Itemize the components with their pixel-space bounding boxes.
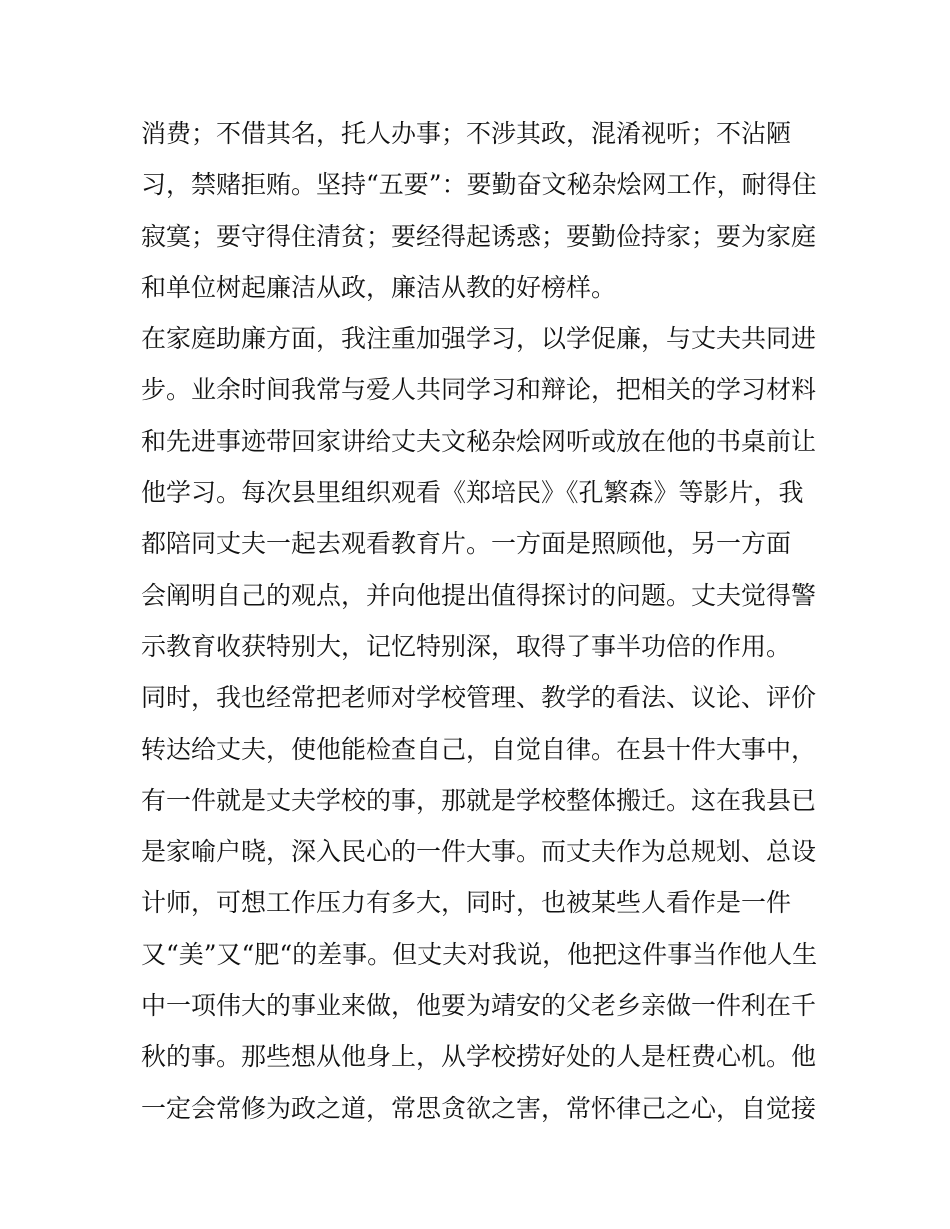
text-line: 示教育收获特别大，记忆特别深，取得了事半功倍的作用。 — [141, 631, 792, 661]
text-line: 同时，我也经常把老师对学校管理、教学的看法、议论、评价 — [141, 683, 817, 713]
text-line: 寂寞；要守得住清贫；要经得起诱惑；要勤俭持家；要为家庭 — [141, 221, 817, 251]
text-line: 又“美”又“肥“的差事。但丈夫对我说，他把这件事当作他人生 — [141, 939, 818, 969]
text-line: 会阐明自己的观点，并向他提出值得探讨的问题。丈夫觉得警 — [141, 580, 817, 610]
text-line: 计师，可想工作压力有多大，同时，也被某些人看作是一件 — [141, 888, 792, 918]
text-line: 有一件就是丈夫学校的事，那就是学校整体搬迁。这在我县已 — [141, 785, 817, 815]
body-text — [141, 108, 821, 1134]
text-line: 中一项伟大的事业来做，他要为靖安的父老乡亲做一件利在千 — [141, 991, 817, 1021]
text-line: 转达给丈夫，使他能检查自己，自觉自律。在县十件大事中， — [141, 734, 817, 764]
text-line: 都陪同丈夫一起去观看教育片。一方面是照顾他，另一方面 — [141, 529, 792, 559]
text-line: 他学习。每次县里组织观看《郑培民》《孔繁森》等影片，我 — [141, 478, 804, 508]
text-line: 在家庭助廉方面，我注重加强学习，以学促廉，与丈夫共同进 — [141, 324, 817, 354]
text-line: 秋的事。那些想从他身上，从学校捞好处的人是枉费心机。他 — [141, 1042, 817, 1072]
text-line: 和先进事迹带回家讲给丈夫文秘杂烩网听或放在他的书桌前让 — [141, 426, 817, 456]
text-line: 是家喻户晓，深入民心的一件大事。而丈夫作为总规划、总设 — [141, 837, 817, 867]
text-line: 步。业余时间我常与爱人共同学习和辩论，把相关的学习材料 — [141, 375, 817, 405]
text-line: 和单位树起廉洁从政，廉洁从教的好榜样。 — [141, 272, 617, 302]
text-line: 习，禁赌拒贿。坚持“五要”：要勤奋文秘杂烩网工作，耐得住 — [141, 170, 817, 200]
text-line: 一定会常修为政之道，常思贪欲之害，常怀律己之心，自觉接 — [141, 1093, 817, 1123]
text-line: 消费；不借其名，托人办事；不涉其政，混淆视听；不沾陋 — [141, 119, 792, 148]
